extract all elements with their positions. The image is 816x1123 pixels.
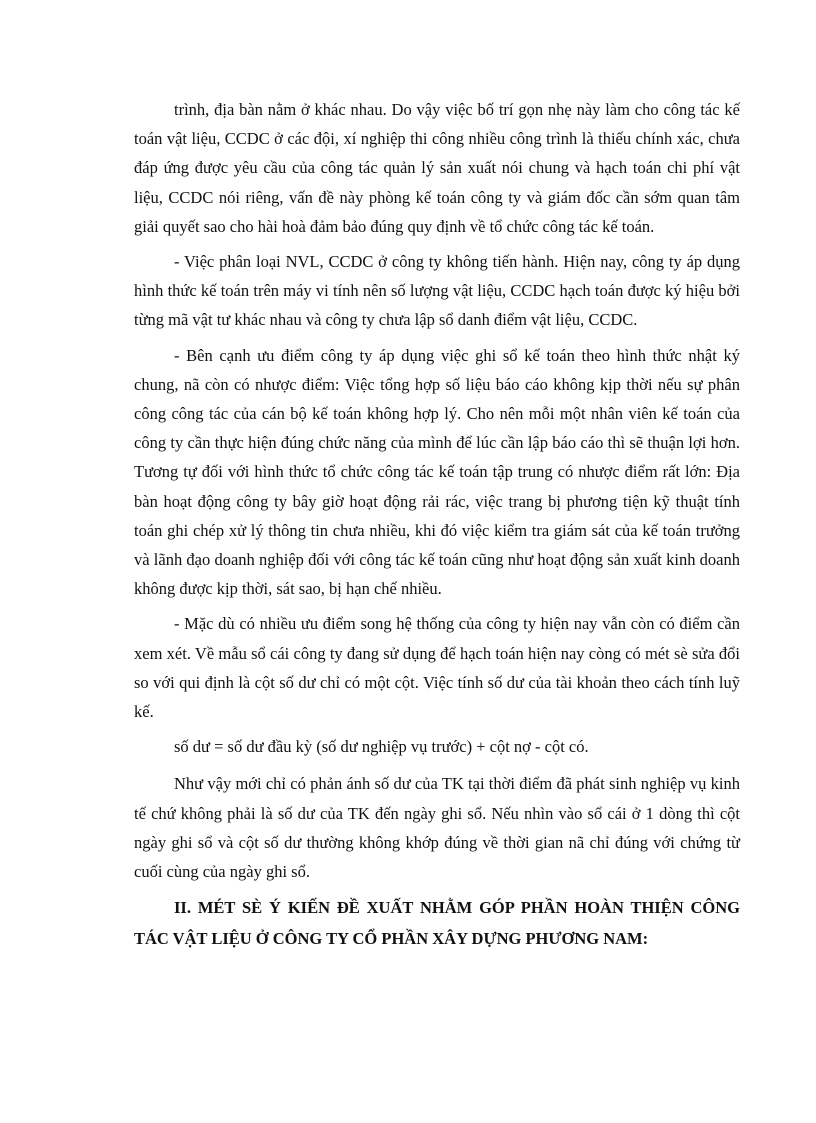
paragraph-1: trình, địa bàn nằm ở khác nhau. Do vậy việc bố trí gọn nhẹ này làm cho công tác kế toán vật liệu, CCDC ở các đội, xí nghiệp thi công nhiều công trình là thiếu chính xác, chưa đáp ứng được yêu cầu của công tác quản lý sản xuất nói chung và hạch toán chi phí vật liệu, CCDC nói riêng, vấn đề này phòng kế toán công ty và giám đốc cần sớm quan tâm giải quyết sao cho hài hoà đảm bảo đúng quy định về tổ chức công tác kế toán. — [134, 100, 740, 236]
balance-formula: số dư = số dư đầu kỳ (số dư nghiệp vụ trước) + cột nợ - cột có. — [174, 737, 589, 757]
section-heading: II. MÉT SÈ Ý KIẾN ĐỀ XUẤT NHẰM GÓP PHẦN HOÀN THIỆN CÔNG TÁC VẬT LIỆU Ở CÔNG TY CỔ PHẦN XÂY DỰNG PHƯƠNG NAM: — [134, 898, 740, 949]
document-body — [134, 95, 740, 954]
paragraph-2: - Việc phân loại NVL, CCDC ở công ty không tiến hành. Hiện nay, công ty áp dụng hình thức kế toán trên máy vi tính nên số lượng vật liệu, CCDC hạch toán được ký hiệu bởi từng mã vật tư khác nhau và công ty chưa lập sổ danh điểm vật liệu, CCDC. — [134, 252, 740, 330]
paragraph-4: - Mặc dù có nhiều ưu điểm song hệ thống của công ty hiện nay vẫn còn có điểm cần xem xét. Về mẫu sổ cái công ty đang sử dụng để hạch toán hiện nay còng có mét sè sửa đổi so với qui định là cột số dư chỉ có một cột. Việc tính số dư của tài khoản theo cách tính luỹ kế. — [134, 614, 740, 722]
paragraph-5: Như vậy mới chỉ có phản ánh số dư của TK tại thời điểm đã phát sinh nghiệp vụ kinh tế chứ không phải là số dư của TK đến ngày ghi sổ. Nếu nhìn vào sổ cái ở 1 dòng thì cột ngày ghi sổ và cột số dư thường không khớp đúng về thời gian nã chỉ đúng với chứng từ cuối cùng của ngày ghi sổ. — [134, 774, 740, 882]
paragraph-3: - Bên cạnh ưu điểm công ty áp dụng việc ghi sổ kế toán theo hình thức nhật ký chung, nã còn có nhược điểm: Việc tổng hợp số liệu báo cáo không kịp thời nếu sự phân công công tác của cán bộ kế toán không hợp lý. Cho nên mỗi một nhân viên kế toán của công ty cần thực hiện đúng chức năng của mình để lúc cần lập báo cáo thì sẽ thuận lợi hơn. Tương tự đối với hình thức tổ chức công tác kế toán tập trung có nhược điểm rất lớn: Địa bàn hoạt động công ty bây giờ hoạt động rải rác, việc trang bị phương tiện kỹ thuật tính toán ghi chép xử lý thông tin chưa nhiều, khi đó việc kiểm tra giám sát của kế toán trưởng và lãnh đạo doanh nghiệp đối với công tác kế toán cũng như hoạt động sản xuất kinh doanh không được kịp thời, sát sao, bị hạn chế nhiều. — [134, 345, 740, 599]
